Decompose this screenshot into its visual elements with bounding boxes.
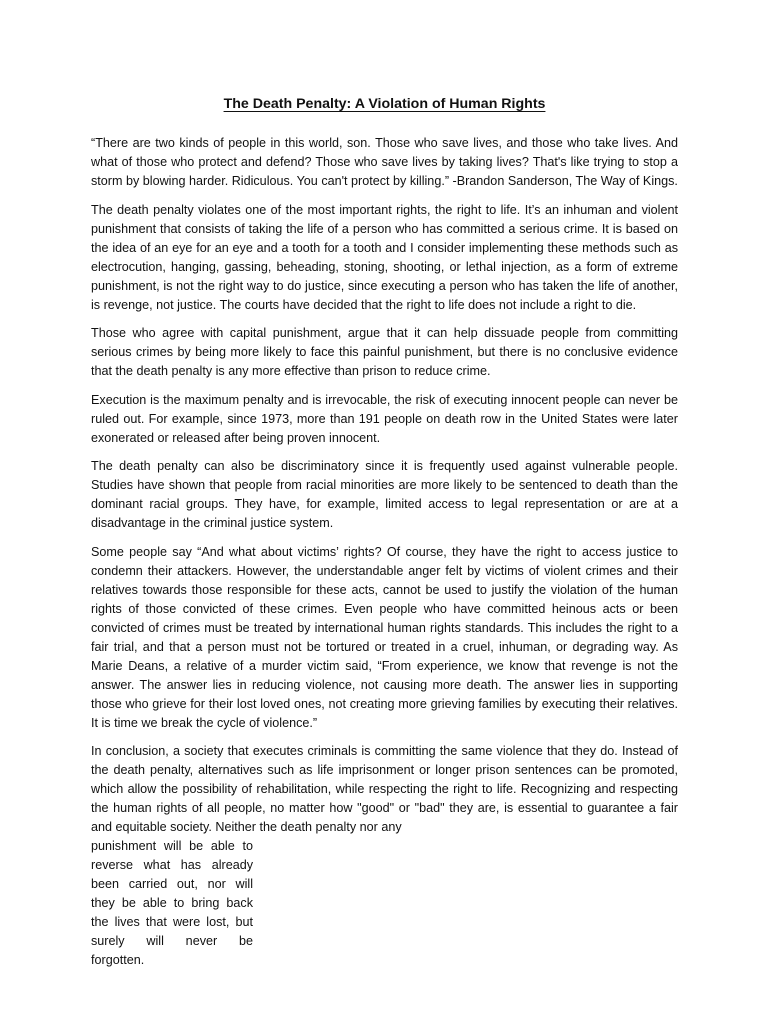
paragraph-conclusion: In conclusion, a society that executes criminals is committing the same violence that they do. Instead of the death penalty, alternatives such as life imprisonment or longer prison sentences can be promoted, which allow the possibility of rehabilitation, while respecting the right to life. Recognizing and respecting the human rights of all people, no matter how "good" or "bad" they are, is essential to guarantee a fair and equitable society. Neither the death penalty nor any xyxy=(91,744,678,834)
closing-column: punishment will be able to reverse what has already been carried out, nor will they be able to bring back the lives that were lost, but surely will never be forgotten. xyxy=(91,839,253,967)
paragraph-quote: “There are two kinds of people in this world, son. Those who save lives, and those who take lives. And what of those who protect and defend? Those who save lives by taking lives? That's like trying to stop a storm by blowing harder. Ridiculous. You can't protect by killing.” -Brandon Sanderson, The Way of Kings. xyxy=(91,136,678,188)
paragraph-irrevocable: Execution is the maximum penalty and is irrevocable, the risk of executing innocent people can never be ruled out. For example, since 1973, more than 191 people on death row in the United States were later exonerated or released after being proven innocent. xyxy=(91,392,678,445)
paragraph-victims-rights: Some people say “And what about victims’ rights? Of course, they have the right to access justice to condemn their attackers. However, the understandable anger felt by victims of violent crimes and their relatives towards those responsible for these acts, cannot be used to justify the violation of the human rights of those convicted of these crimes. Even people who have committed heinous acts or been convicted of crimes must be treated by international human rights standards. This includes the right to a fair trial, and that a person must not be tortured or treated in a cruel, inhuman, or degrading way. As Marie Deans, a relative of a murder victim said, “From experience, we know that revenge is not the answer. The answer lies in reducing violence, not causing more death. The answer lies in supporting those who grieve for their lost loved ones, not creating more grieving families by executing their relatives. It is time we break the cycle of violence.” xyxy=(91,544,678,730)
document-title: The Death Penalty: A Violation of Human Rights xyxy=(223,96,546,112)
paragraph-right-to-life: The death penalty violates one of the most important rights, the right to life. It’s an inhuman and violent punishment that consists of taking the life of a person who has committed a serious crime. It is based on the idea of an eye for an eye and a tooth for a tooth and I consider implementing these methods such as electrocution, hanging, gassing, beheading, stoning, shooting, or lethal injection, as a form of extreme punishment, is not the right way to do justice, since executing a person who has taken the life of another, is revenge, not justice. The courts have decided that the right to life does not include a right to die. xyxy=(91,202,678,312)
paragraph-deterrence: Those who agree with capital punishment, argue that it can help dissuade people from committing serious crimes by being more likely to face this painful punishment, but there is no conclusive evidence that the death penalty is any more effective than prison to reduce crime. xyxy=(91,326,678,378)
paragraph-discrimination: The death penalty can also be discriminatory since it is frequently used against vulnerable people. Studies have shown that people from racial minorities are more likely to be sentenced to death than the dominant racial groups. They have, for example, limited access to legal representation or are at a disadvantage in the criminal justice system. xyxy=(91,459,678,530)
